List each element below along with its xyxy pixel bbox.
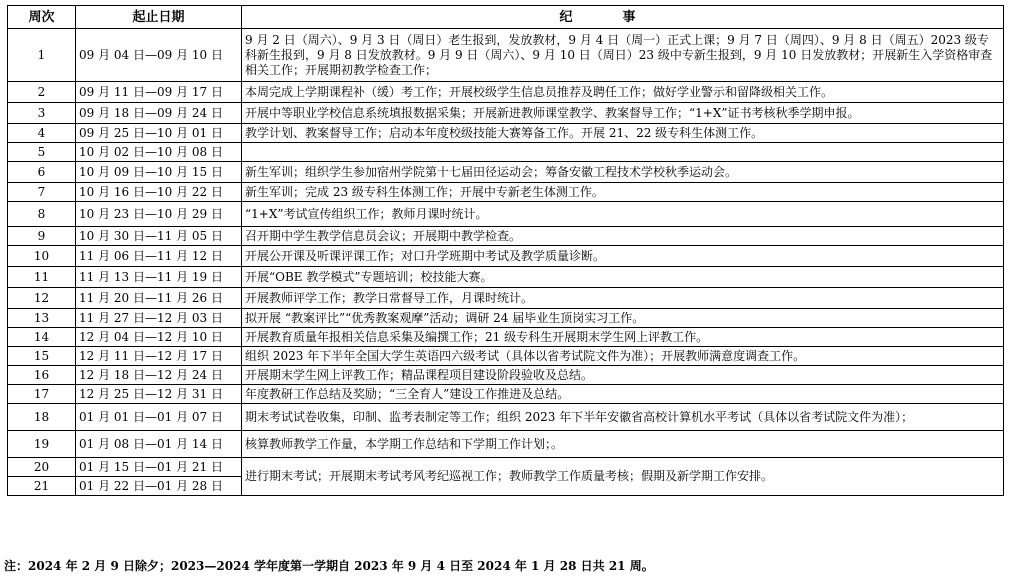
- table-row: [8, 227, 1004, 246]
- event-text: 开展中等职业学校信息系统填报数据采集；开展新进教师课堂教学、教案督导工作；“1+X”证书考核秋季学期申报。: [242, 103, 1004, 124]
- date-range: 10 月 30 日—11 月 05 日: [76, 227, 242, 246]
- date-range: 12 月 04 日—12 月 10 日: [76, 328, 242, 347]
- event-text: 核算教师教学工作量，本学期工作总结和下学期工作计划；。: [242, 431, 1004, 458]
- event-text: 开展公开课及听课评课工作；对口升学班期中考试及教学质量诊断。: [242, 246, 1004, 267]
- event-text: 开展期末学生网上评教工作；精品课程项目建设阶段验收及总结。: [242, 366, 1004, 385]
- event-text: 进行期末考试；开展期末考试考风考纪巡视工作；教师教学工作质量考核；假期及新学期工作安排。: [242, 458, 1004, 496]
- date-range: 11 月 13 日—11 月 19 日: [76, 267, 242, 288]
- event-text: 年度教研工作总结及奖励；“三全育人”建设工作推进及总结。: [242, 385, 1004, 404]
- event-text: 开展教育质量年报相关信息采集及编撰工作；21 级专科生开展期末学生网上评教工作。: [242, 328, 1004, 347]
- event-text: 组织 2023 年下半年全国大学生英语四六级考试（具体以省考试院文件为准）；开展教师满意度调查工作。: [242, 347, 1004, 366]
- header-week: 周次: [8, 6, 76, 29]
- event-text: 拟开展 “教案评比”“优秀教案观摩”活动；调研 24 届毕业生顶岗实习工作。: [242, 309, 1004, 328]
- date-range: 12 月 25 日—12 月 31 日: [76, 385, 242, 404]
- week-number: 11: [8, 267, 76, 288]
- week-number: 16: [8, 366, 76, 385]
- event-text: [242, 143, 1004, 162]
- table-row: [8, 385, 1004, 404]
- table-row: [8, 267, 1004, 288]
- week-number: 7: [8, 183, 76, 202]
- event-text: 本周完成上学期课程补（缓）考工作；开展校级学生信息员推荐及聘任工作；做好学业警示和留降级相关工作。: [242, 82, 1004, 103]
- week-number: 9: [8, 227, 76, 246]
- event-text: 期末考试试卷收集，印制、监考表制定等工作；组织 2023 年下半年安徽省高校计算机水平考试（具体以省考试院文件为准）；: [242, 404, 1004, 431]
- week-number: 8: [8, 202, 76, 227]
- week-number: 18: [8, 404, 76, 431]
- week-number: 13: [8, 309, 76, 328]
- date-range: 12 月 11 日—12 月 17 日: [76, 347, 242, 366]
- table-row: [8, 82, 1004, 103]
- date-range: 10 月 09 日—10 月 15 日: [76, 162, 242, 183]
- table-row: [8, 288, 1004, 309]
- table-row: [8, 246, 1004, 267]
- table-row: [8, 124, 1004, 143]
- date-range: 10 月 23 日—10 月 29 日: [76, 202, 242, 227]
- date-range: 09 月 04 日—09 月 10 日: [76, 29, 242, 82]
- table-row: [8, 162, 1004, 183]
- table-row: [8, 347, 1004, 366]
- week-number: 4: [8, 124, 76, 143]
- event-text: 9 月 2 日（周六）、9 月 3 日（周日）老生报到，发放教材，9 月 4 日（周一）正式上课；9 月 7 日（周四）、9 月 8 日（周五）2023 级专科新生报到，9 月 8 日发放教材。9 月 9 日（周六）、9 月 10 日（周日）23 级中专新生报到，9 月 10 日发放教材；开展新生入学资格审查相关工作；开展期初教学检查工作；: [242, 29, 1004, 82]
- table-row: [8, 202, 1004, 227]
- header-date-range: 起止日期: [76, 6, 242, 29]
- event-text: 新生军训；组织学生参加宿州学院第十七届田径运动会；筹备安徽工程技术学校秋季运动会。: [242, 162, 1004, 183]
- date-range: 11 月 20 日—11 月 26 日: [76, 288, 242, 309]
- table-row: [8, 143, 1004, 162]
- table-row: [8, 183, 1004, 202]
- week-number: 2: [8, 82, 76, 103]
- week-number: 12: [8, 288, 76, 309]
- teaching-calendar-table: [7, 5, 1004, 496]
- date-range: 09 月 18 日—09 月 24 日: [76, 103, 242, 124]
- date-range: 01 月 15 日—01 月 21 日: [76, 458, 242, 477]
- table-header-row: [8, 6, 1004, 29]
- week-number: 1: [8, 29, 76, 82]
- table-row: [8, 309, 1004, 328]
- footnote: 注：2024 年 2 月 9 日除夕；2023—2024 学年度第一学期自 2023 年 9 月 4 日至 2024 年 1 月 28 日共 21 周。: [4, 559, 654, 573]
- week-number: 17: [8, 385, 76, 404]
- table-row: [8, 404, 1004, 431]
- week-number: 10: [8, 246, 76, 267]
- event-text: “1+X”考试宣传组织工作；教师月课时统计。: [242, 202, 1004, 227]
- date-range: 01 月 01 日—01 月 07 日: [76, 404, 242, 431]
- event-text: 新生军训；完成 23 级专科生体测工作；开展中专新老生体测工作。: [242, 183, 1004, 202]
- week-number: 5: [8, 143, 76, 162]
- date-range: 10 月 16 日—10 月 22 日: [76, 183, 242, 202]
- date-range: 11 月 27 日—12 月 03 日: [76, 309, 242, 328]
- table-row: [8, 458, 1004, 477]
- event-text: 开展教师评学工作；教学日常督导工作，月课时统计。: [242, 288, 1004, 309]
- week-number: 6: [8, 162, 76, 183]
- table-row: [8, 431, 1004, 458]
- event-text: 教学计划、教案督导工作；启动本年度校级技能大赛筹备工作。开展 21、22 级专科生体测工作。: [242, 124, 1004, 143]
- date-range: 11 月 06 日—11 月 12 日: [76, 246, 242, 267]
- date-range: 10 月 02 日—10 月 08 日: [76, 143, 242, 162]
- week-number: 21: [8, 477, 76, 496]
- table-row: [8, 103, 1004, 124]
- table-row: [8, 366, 1004, 385]
- week-number: 19: [8, 431, 76, 458]
- date-range: 12 月 18 日—12 月 24 日: [76, 366, 242, 385]
- header-events: 纪事: [242, 6, 1004, 29]
- table-row: [8, 328, 1004, 347]
- date-range: 01 月 22 日—01 月 28 日: [76, 477, 242, 496]
- date-range: 09 月 25 日—10 月 01 日: [76, 124, 242, 143]
- week-number: 3: [8, 103, 76, 124]
- week-number: 20: [8, 458, 76, 477]
- table-row: [8, 29, 1004, 82]
- date-range: 09 月 11 日—09 月 17 日: [76, 82, 242, 103]
- date-range: 01 月 08 日—01 月 14 日: [76, 431, 242, 458]
- week-number: 14: [8, 328, 76, 347]
- week-number: 15: [8, 347, 76, 366]
- event-text: 开展“OBE 教学模式”专题培训；校技能大赛。: [242, 267, 1004, 288]
- event-text: 召开期中学生教学信息员会议；开展期中教学检查。: [242, 227, 1004, 246]
